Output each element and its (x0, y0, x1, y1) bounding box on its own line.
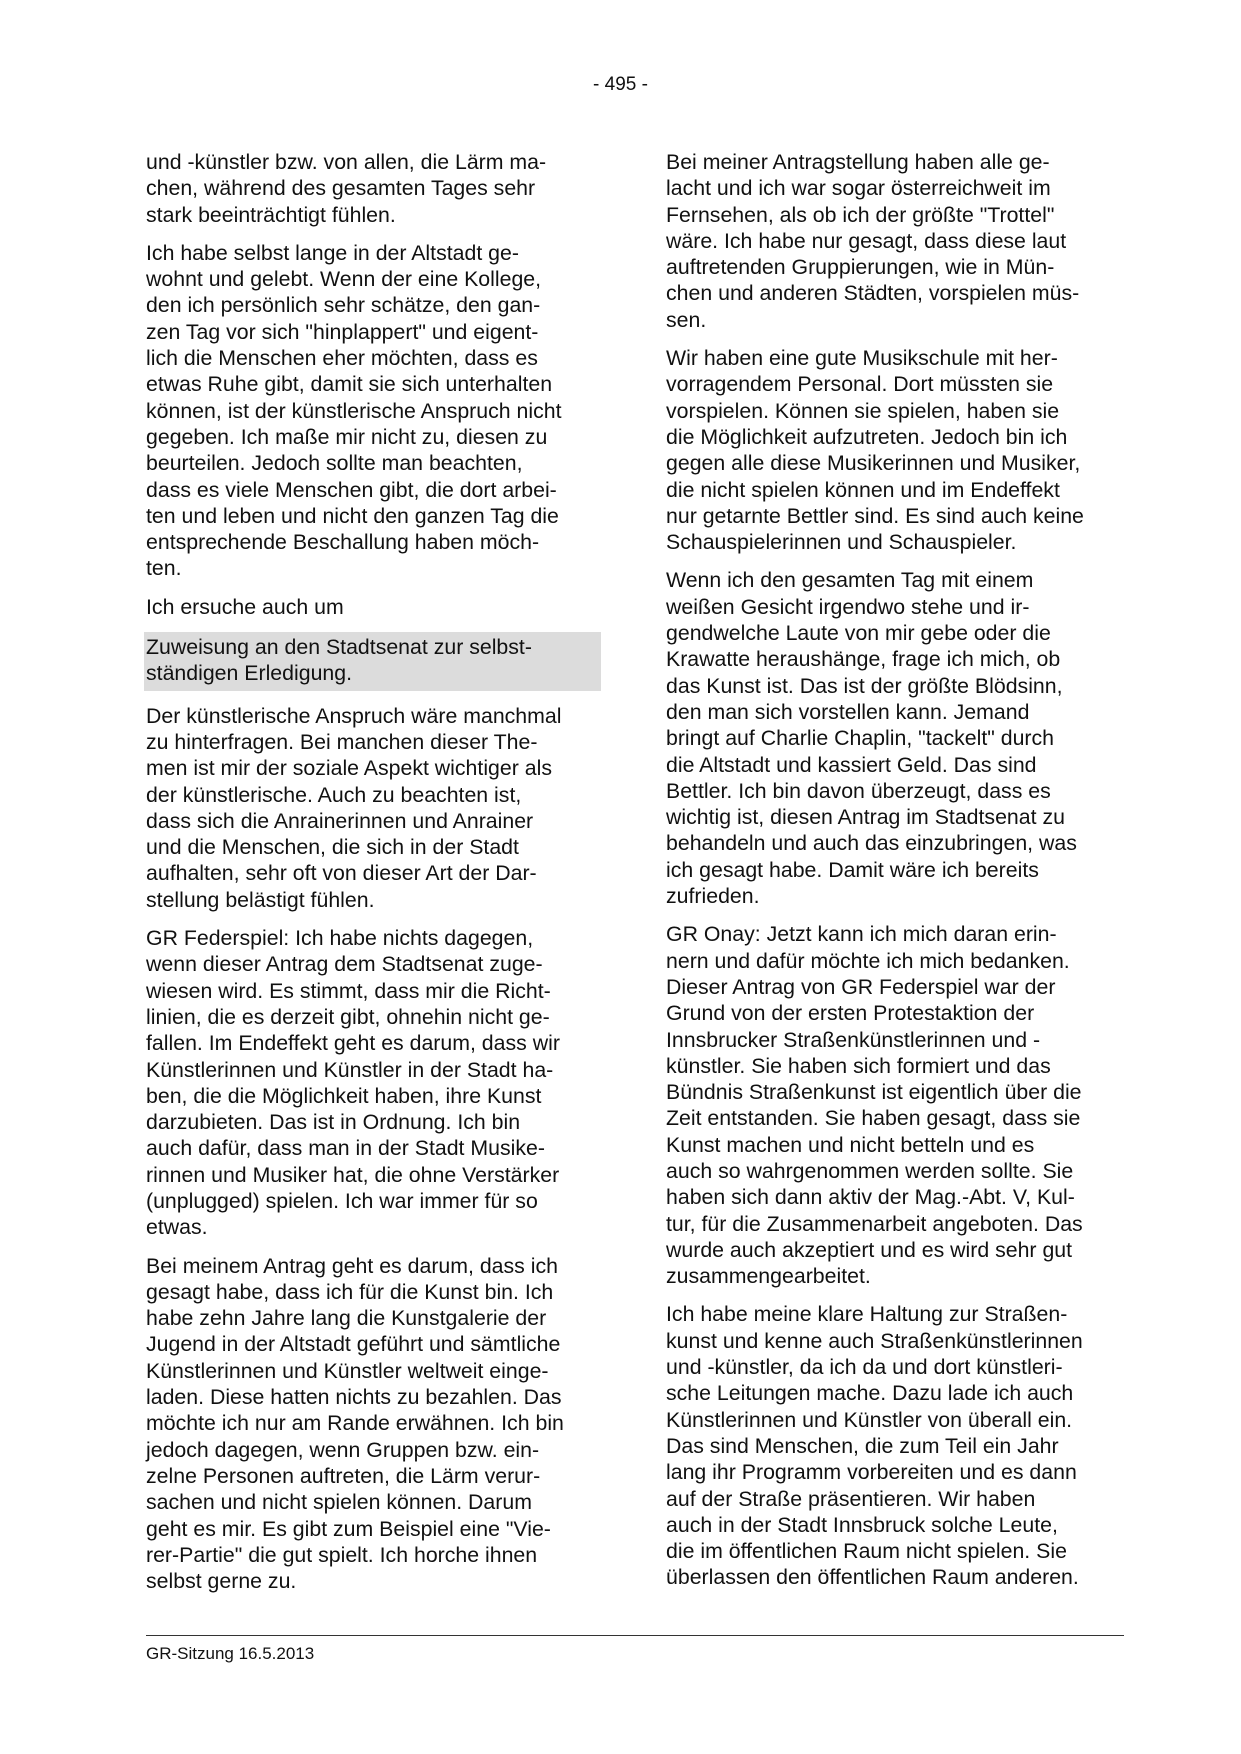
paragraph: Bei meiner Antragstellung haben alle ge- lacht und ich war sogar österreichweit im Fernsehen, als ob ich der größte "Trottel" wäre. Ich habe nur gesagt, dass diese laut auftretenden Gruppierungen, wie in Mün- chen und anderen Städten, vorspielen müs- sen. (666, 150, 1080, 332)
paragraph: GR Federspiel: Ich habe nichts dagegen, wenn dieser Antrag dem Stadtsenat zuge- wiesen wird. Es stimmt, dass mir die Richt- linien, die es derzeit gibt, ohnehin nicht ge- fallen. Im Endeffekt geht es darum, dass wir Künstlerinnen und Künstler in der Stadt ha- ben, die die Möglichkeit haben, ihre Kunst darzubieten. Das ist in Ordnung. Ich bin auch dafür, dass man in der Stadt Musike- rinnen und Musiker hat, die ohne Verstärker (unplugged) spielen. Ich war immer für so etwas. (146, 926, 560, 1240)
paragraph: Ich habe meine klare Haltung zur Straßen- kunst und kenne auch Straßenkünstlerinnen und -künstler, da ich da und dort künstleri- sche Leitungen mache. Dazu lade ich auch Künstlerinnen und Künstler von überall ein. Das sind Menschen, die zum Teil ein Jahr lang ihr Programm vorbereiten und es dann auf der Straße präsentieren. Wir haben auch in der Stadt Innsbruck solche Leute, die im öffentlichen Raum nicht spielen. Sie überlassen den öffentlichen Raum anderen. (666, 1302, 1083, 1590)
paragraph: Wenn ich den gesamten Tag mit einem weißen Gesicht irgendwo stehe und ir- gendwelche Laute von mir gebe oder die Krawatte heraushänge, frage ich mich, ob das Kunst ist. Das ist der größte Blödsinn, den man sich vorstellen kann. Jemand bringt auf Charlie Chaplin, "tackelt" durch die Altstadt und kassiert Geld. Das sind Bettler. Ich bin davon überzeugt, dass es wichtig ist, diesen Antrag im Stadtsenat zu behandeln und auch das einzubringen, was ich gesagt habe. Damit wäre ich bereits zufrieden. (666, 568, 1077, 909)
paragraph: Bei meinem Antrag geht es darum, dass ich gesagt habe, dass ich für die Kunst bin. Ich habe zehn Jahre lang die Kunstgalerie der Jugend in der Altstadt geführt und sämtliche Künstlerinnen und Künstler weltweit einge- laden. Diese hatten nichts zu bezahlen. Das möchte ich nur am Rande erwähnen. Ich bin jedoch dagegen, wenn Gruppen bzw. ein- zelne Personen auftreten, die Lärm verur- sachen und nicht spielen können. Darum geht es mir. Es gibt zum Beispiel eine "Vie- rer-Partie" die gut spielt. Ich horche ihnen selbst gerne zu. (146, 1253, 564, 1594)
left-column (146, 149, 601, 1606)
paragraph: und -künstler bzw. von allen, die Lärm ma- chen, während des gesamten Tages sehr stark beeinträchtigt fühlen. (146, 150, 547, 227)
footer-session-label: GR-Sitzung 16.5.2013 (146, 1644, 315, 1663)
paragraph: GR Onay: Jetzt kann ich mich daran erin- nern und dafür möchte ich mich bedanken. Dieser Antrag von GR Federspiel war der Grund von der ersten Protestaktion der Innsbrucker Straßenkünstlerinnen und - künstler. Sie haben sich formiert und das Bündnis Straßenkunst ist eigentlich über die Zeit entstanden. Sie haben gesagt, dass sie Kunst machen und nicht betteln und es auch so wahrgenommen werden sollte. Sie haben sich dann aktiv der Mag.-Abt. V, Kul- tur, für die Zusammenarbeit angeboten. Das wurde auch akzeptiert und es wird sehr gut zusammengearbeitet. (666, 922, 1083, 1289)
highlighted-motion: Zuweisung an den Stadtsenat zur selbst- ständigen Erledigung. (144, 632, 601, 691)
paragraph: Ich habe selbst lange in der Altstadt ge- wohnt und gelebt. Wenn der eine Kollege, den ich persönlich sehr schätze, den gan- zen Tag vor sich "hinplappert" und eigent- lich die Menschen eher möchten, dass es etwas Ruhe gibt, damit sie sich unterhalten können, ist der künstlerische Anspruch nicht gegeben. Ich maße mir nicht zu, diesen zu beurteilen. Jedoch sollte man beachten, dass es viele Menschen gibt, die dort arbei- ten und leben und nicht den ganzen Tag die entsprechende Beschallung haben möch- ten. (146, 240, 562, 581)
page-number: - 495 - (593, 74, 648, 95)
footer-divider (146, 1635, 1124, 1636)
right-column (666, 149, 1124, 1603)
paragraph: Der künstlerische Anspruch wäre manchmal zu hinterfragen. Bei manchen dieser The- men ist mir der soziale Aspekt wichtiger als der künstlerische. Auch zu beachten ist, dass sich die Anrainerinnen und Anrainer und die Menschen, die sich in der Stadt aufhalten, sehr oft von dieser Art der Dar- stellung belästigt fühlen. (146, 703, 562, 912)
paragraph: Wir haben eine gute Musikschule mit her- vorragendem Personal. Dort müssten sie vorspielen. Können sie spielen, haben sie die Möglichkeit aufzutreten. Jedoch bin ich gegen alle diese Musikerinnen und Musiker, die nicht spielen können und im Endeffekt nur getarnte Bettler sind. Es sind auch keine Schauspielerinnen und Schauspieler. (666, 346, 1084, 555)
paragraph: Ich ersuche auch um (146, 594, 344, 619)
